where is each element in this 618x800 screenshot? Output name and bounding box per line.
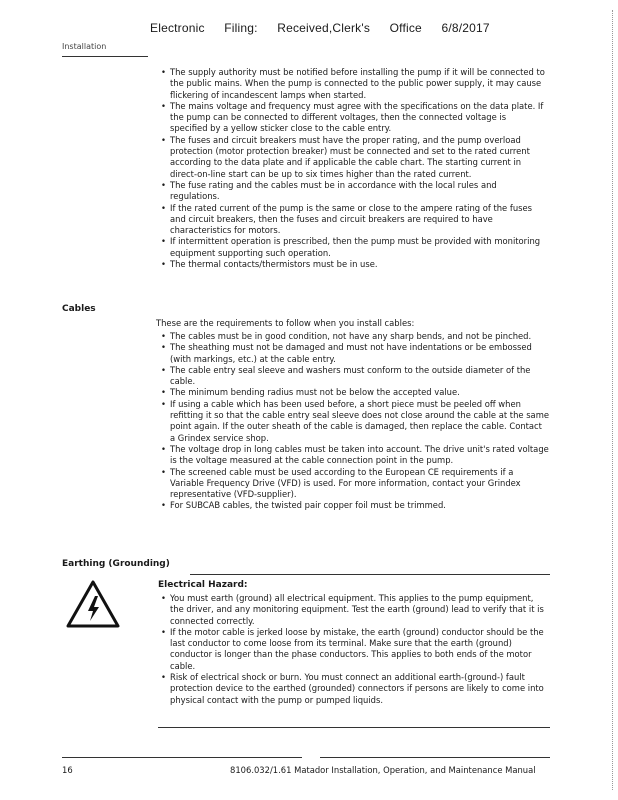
electrical-hazard-icon: [66, 580, 120, 628]
filing-stamp: [150, 21, 506, 35]
footer-rule-right: [320, 757, 550, 758]
list-item: • If the rated current of the pump is the same or close to the ampere rating of the fuses and circuit breakers, then the fuses and circuit breakers are required to have characteristics for motors.: [161, 203, 546, 237]
list-item: • The supply authority must be notified before installing the pump if it will be connected to the public mains. When the pump is connected to the public power supply, it may cause flickering of incandescent lamps when started.: [161, 67, 546, 101]
footer-title: 8106.032/1.61 Matador Installation, Operation, and Maintenance Manual: [230, 765, 536, 775]
list-item: • For SUBCAB cables, the twisted pair copper foil must be trimmed.: [161, 500, 549, 511]
list-item: • The cable entry seal sleeve and washers must conform to the outside diameter of the cable.: [161, 365, 549, 388]
list-item: • The mains voltage and frequency must agree with the specifications on the data plate. If the pump can be connected to different voltages, then the connected voltage is specified by a yellow sticker close to the cable entry.: [161, 101, 546, 135]
hazard-bottom-rule: [158, 727, 550, 728]
stamp-word-2: Filing:: [224, 21, 258, 35]
stamp-word-3: Received,Clerk's: [277, 21, 371, 35]
stamp-word-4: Office: [389, 21, 422, 35]
list-item: • The fuse rating and the cables must be in accordance with the local rules and regulations.: [161, 180, 546, 203]
earthing-list: [161, 593, 547, 706]
list-item: • The thermal contacts/thermistors must be in use.: [161, 259, 546, 270]
stamp-word-1: Electronic: [150, 21, 205, 35]
earthing-heading: Earthing (Grounding): [62, 559, 170, 569]
cables-intro: These are the requirements to follow when you install cables:: [156, 318, 415, 328]
section-label: Installation: [62, 42, 107, 51]
cables-list: [161, 331, 549, 512]
list-item: • The cables must be in good condition, not have any sharp bends, and not be pinched.: [161, 331, 549, 342]
list-item: • If intermittent operation is prescribed, then the pump must be provided with monitoring equipment supporting such operation.: [161, 236, 546, 259]
list-item: • You must earth (ground) all electrical equipment. This applies to the pump equipment, the driver, and any monitoring equipment. Test the earth (ground) lead to verify that it is connected correctly.: [161, 593, 547, 627]
stamp-date: 6/8/2017: [441, 21, 490, 35]
list-item: • If using a cable which has been used before, a short piece must be peeled off when refitting it so that the cable entry seal sleeve does not close around the cable at the same point again. If the outer sheath of the cable is damaged, then replace the cable. Contact a Grindex service shop.: [161, 399, 549, 444]
list-item: • The voltage drop in long cables must be taken into account. The drive unit's rated voltage is the voltage measured at the cable connection point in the pump.: [161, 444, 549, 467]
scan-edge-dots: [612, 10, 615, 790]
list-item: • The minimum bending radius must not be below the accepted value.: [161, 387, 549, 398]
page-number: 16: [62, 765, 73, 775]
list-item: • The fuses and circuit breakers must have the proper rating, and the pump overload protection (motor protection breaker) must be connected and set to the rated current according to the data plate and if applicable the cable chart. The starting current in direct-on-line start can be up to six times higher than the rated current.: [161, 135, 546, 180]
hazard-title: Electrical Hazard:: [158, 580, 248, 590]
header-rule: [62, 56, 148, 57]
list-item: • Risk of electrical shock or burn. You must connect an additional earth-(ground-) fault protection device to the earthed (grounded) connectors if persons are likely to come into physical contact with the pump or pumped liquids.: [161, 672, 547, 706]
earthing-rule: [190, 574, 550, 575]
cables-heading: Cables: [62, 304, 96, 314]
footer-rule-left: [62, 757, 302, 758]
list-item: • The sheathing must not be damaged and must not have indentations or be embossed (with markings, etc.) at the cable entry.: [161, 342, 549, 365]
installation-list: [161, 67, 546, 270]
list-item: • The screened cable must be used according to the European CE requirements if a Variable Frequency Drive (VFD) is used. For more information, contact your Grindex representative (VFD-supplier).: [161, 467, 549, 501]
list-item: • If the motor cable is jerked loose by mistake, the earth (ground) conductor should be the last conductor to come loose from its terminal. Make sure that the earth (ground) conductor is longer than the phase conductors. This applies to both ends of the motor cable.: [161, 627, 547, 672]
